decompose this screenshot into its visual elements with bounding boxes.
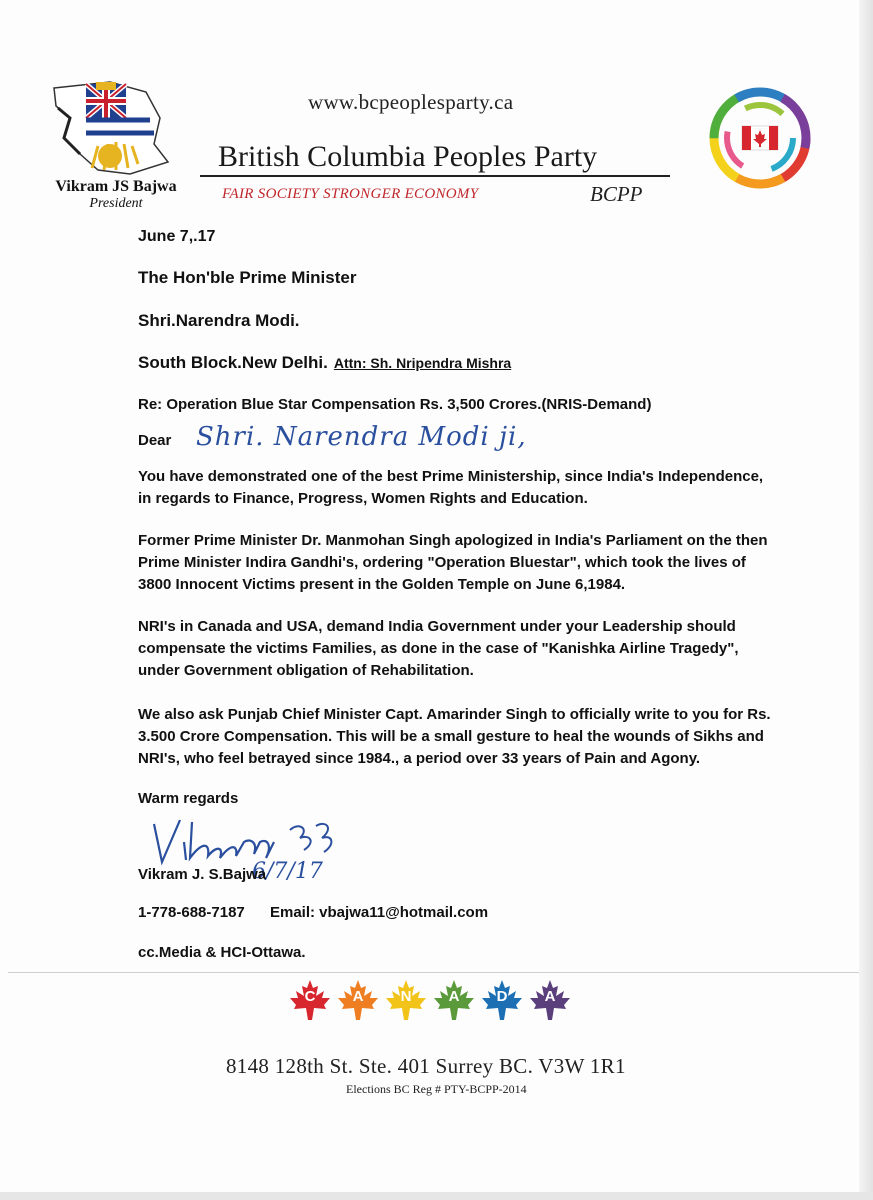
- paragraph-4: We also ask Punjab Chief Minister Capt. Amarinder Singh to officially write to you for Rs. 3.500 Crore Compensation. This will be a small gesture to heal the wounds of Sikhs and NRI's, who feel betrayed since 1984., a period over 33 years of Pain and Agony.: [138, 706, 771, 767]
- page-edge-shadow: [859, 0, 873, 1200]
- recipient-address: South Block.New Delhi.: [138, 353, 328, 372]
- canada-letter: N: [400, 988, 412, 1005]
- signature-date: 6/7/17: [252, 859, 323, 884]
- recipient-line-3: [138, 353, 778, 373]
- canada-letter: A: [544, 988, 556, 1005]
- paragraph-3: NRI's in Canada and USA, demand India Government under your Leadership should compensate the victims Families, as done in the case of "Kanishka Airline Tragedy", under Government obligation of Rehabilitation.: [138, 618, 739, 679]
- maple-leaf-icon: [384, 978, 428, 1022]
- salutation-row: [138, 422, 778, 462]
- maple-leaf-icon: [432, 978, 476, 1022]
- recipient-line-1: The Hon'ble Prime Minister: [138, 268, 357, 287]
- party-abbreviation: BCPP: [590, 182, 643, 206]
- president-name: Vikram JS Bajwa: [55, 178, 177, 195]
- canada-letter: C: [304, 988, 316, 1005]
- subject-line: Re: Operation Blue Star Compensation Rs. 3,500 Crores.(NRIS-Demand): [138, 396, 652, 413]
- paragraph-2: Former Prime Minister Dr. Manmohan Singh apologized in India's Parliament on the then Prime Minister Indira Gandhi's, ordering "Operation Bluestar", which took the lives of 3800 Innocent Victims present in the Golden Temple on June 6,1984.: [138, 532, 768, 593]
- bc-coat-of-arms-logo: [50, 78, 176, 178]
- closing: Warm regards: [138, 790, 239, 807]
- signer-name: Vikram J. S.Bajwa: [138, 866, 267, 883]
- canada-letter: A: [448, 988, 460, 1005]
- footer-address: 8148 128th St. Ste. 401 Surrey BC. V3W 1R1: [226, 1054, 626, 1078]
- salutation: Dear: [138, 432, 172, 449]
- registration-number: Elections BC Reg # PTY-BCPP-2014: [346, 1082, 527, 1096]
- party-underline: [200, 175, 670, 177]
- website-url: www.bcpeoplesparty.ca: [308, 90, 514, 114]
- email-address: Email: vbajwa11@hotmail.com: [270, 904, 489, 921]
- maple-leaf-icon: [528, 978, 572, 1022]
- paragraph-1: You have demonstrated one of the best Prime Ministership, since India's Independence, in regards to Finance, Progress, Women Rights and Education.: [138, 468, 764, 507]
- canada-letter: A: [352, 988, 364, 1005]
- canada-letter: D: [496, 988, 508, 1005]
- party-slogan: FAIR SOCIETY STRONGER ECONOMY: [222, 186, 479, 202]
- page-bottom-edge: [0, 1192, 873, 1200]
- president-title: President: [89, 196, 143, 211]
- letter-date: June 7,.17: [138, 228, 216, 245]
- recipient-line-2: Shri.Narendra Modi.: [138, 311, 300, 330]
- attn-line: Attn: Sh. Nripendra Mishra: [333, 355, 512, 371]
- maple-leaf-icon: [336, 978, 380, 1022]
- fold-line: [8, 972, 859, 973]
- phone-number: 1-778-688-7187: [138, 904, 245, 921]
- maple-leaf-icon: [480, 978, 524, 1022]
- cc-line: cc.Media & HCI-Ottawa.: [138, 944, 306, 961]
- party-name: British Columbia Peoples Party: [218, 140, 598, 173]
- handwritten-salutation: Shri. Narendra Modi ji,: [196, 422, 527, 452]
- maple-leaf-icon: [288, 978, 332, 1022]
- canada-flag-swirl-logo: [708, 86, 812, 190]
